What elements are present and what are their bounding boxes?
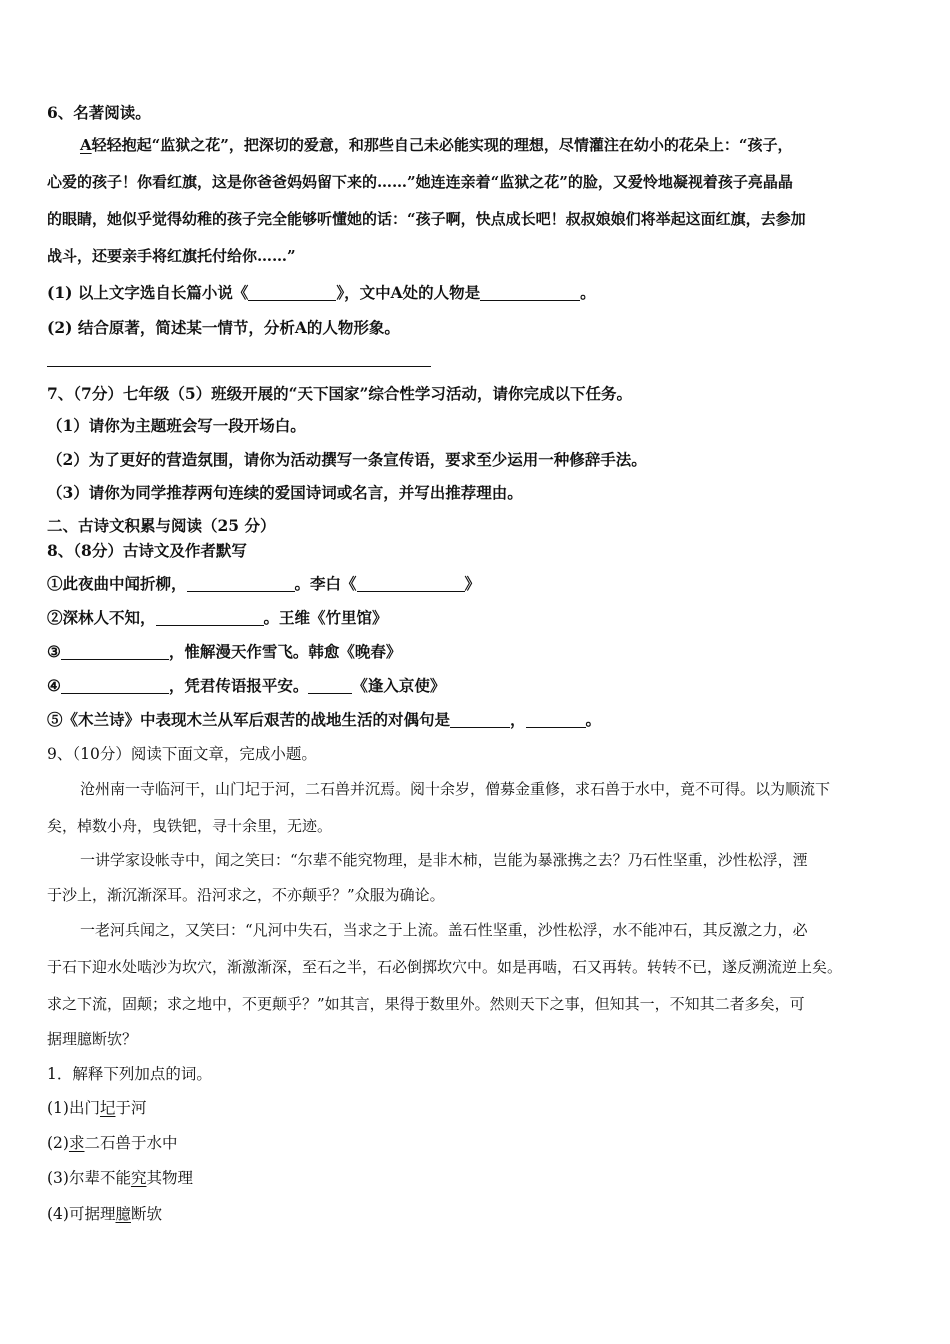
q9-p3-line-2: 于石下迎水处啮沙为坎穴，渐激渐深，至石之半，石必倒掷坎穴中。如是再啮，石又再转。转转不已，遂反溯流逆上矣。 [47, 958, 843, 976]
q9-p3-line-1: 一老河兵闻之，又笑曰：“凡河中失石，当求之于上流。盖石性坚重，沙性松浮，水不能冲石，其反激之力，必 [80, 921, 808, 939]
q8-title: 8、（8分）古诗文及作者默写 [47, 541, 247, 560]
q9-p3-line-4: 据理臆断欤？ [47, 1030, 138, 1048]
blank[interactable] [526, 711, 586, 728]
blank[interactable] [61, 677, 169, 694]
q9-p2-line-1: 一讲学家设帐寺中，闻之笑曰：“尔辈不能究物理，是非木柿，岂能为暴涨携之去？乃石性坚重，沙性松浮，湮 [80, 851, 808, 869]
passage-marker: A [80, 136, 92, 154]
q7-item-1: （1）请你为主题班会写一段开场白。 [47, 416, 306, 435]
blank[interactable] [357, 575, 465, 592]
q9-word-2: (2)求二石兽于水中 [47, 1134, 178, 1152]
q9-word-1: (1)出门圮于河 [47, 1099, 147, 1117]
blank[interactable] [61, 643, 169, 660]
q9-word-4: (4)可据理臆断欤 [47, 1205, 162, 1223]
q6-passage-line-4: 战斗，还要亲手将红旗托付给你……” [47, 247, 296, 265]
q9-word-3: (3)尔辈不能究其物理 [47, 1169, 193, 1187]
q6-sub-2: (2) 结合原著，简述某一情节，分析A的人物形象。 [47, 318, 400, 337]
q9-p3-line-3: 求之下流，固颠；求之地中，不更颠乎？”如其言，果得于数里外。然则天下之事，但知其一，不知其二者多矣，可 [47, 995, 805, 1013]
blank[interactable] [156, 609, 264, 626]
q7-item-3: （3）请你为同学推荐两句连续的爱国诗词或名言，并写出推荐理由。 [47, 483, 523, 502]
q8-line-1: ①此夜曲中闻折柳， 。李白《 》 [47, 574, 481, 593]
blank[interactable] [450, 711, 510, 728]
q7-item-2: （2）为了更好的营造氛围，请你为活动撰写一条宣传语，要求至少运用一种修辞手法。 [47, 450, 647, 469]
q6-passage-line-1: A轻轻抱起“监狱之花”，把深切的爱意，和那些自己未必能实现的理想，尽情灌注在幼小的花朵上：“孩子， [80, 136, 793, 154]
q9-title: 9、（10分）阅读下面文章，完成小题。 [47, 745, 317, 763]
q8-line-4: ④ ，凭君传语报平安。 《逢入京使》 [47, 676, 446, 695]
blank[interactable] [187, 575, 295, 592]
q9-sub-title: 1．解释下列加点的词。 [47, 1065, 212, 1083]
q6-sub-1: (1) 以上文字选自长篇小说《 》，文中A处的人物是 。 [47, 283, 596, 302]
answer-line[interactable] [47, 366, 431, 367]
blank[interactable] [308, 677, 352, 694]
q8-line-2: ②深林人不知， 。王维《竹里馆》 [47, 608, 388, 627]
section-2-title: 二、古诗文积累与阅读（25 分） [47, 516, 276, 535]
q9-p1-line-1: 沧州南一寺临河干，山门圮于河，二石兽并沉焉。阅十余岁，僧募金重修，求石兽于水中，竟不可得。以为顺流下 [80, 780, 831, 798]
q9-p2-line-2: 于沙上，渐沉渐深耳。沿河求之，不亦颠乎？”众服为确论。 [47, 886, 445, 904]
q9-p1-line-2: 矣，棹数小舟，曳铁钯，寻十余里，无迹。 [47, 817, 333, 835]
q6-passage-line-3: 的眼睛，她似乎觉得幼稚的孩子完全能够听懂她的话：“孩子啊，快点成长吧！叔叔娘娘们将举起这面红旗，去参加 [47, 210, 806, 228]
q6-title: 6、名著阅读。 [47, 103, 151, 122]
q8-line-5: ⑤《木兰诗》中表现木兰从军后艰苦的战地生活的对偶句是 ， 。 [47, 710, 602, 729]
q6-passage-line-2: 心爱的孩子！你看红旗，这是你爸爸妈妈留下来的……”她连连亲着“监狱之花”的脸，又爱怜地凝视着孩子亮晶晶 [47, 173, 793, 191]
blank[interactable] [248, 284, 336, 301]
q7-title: 7、（7分）七年级（5）班级开展的“天下国家”综合性学习活动，请你完成以下任务。 [47, 384, 632, 403]
blank[interactable] [480, 284, 580, 301]
q8-line-3: ③ ，惟解漫天作雪飞。韩愈《晚春》 [47, 642, 402, 661]
